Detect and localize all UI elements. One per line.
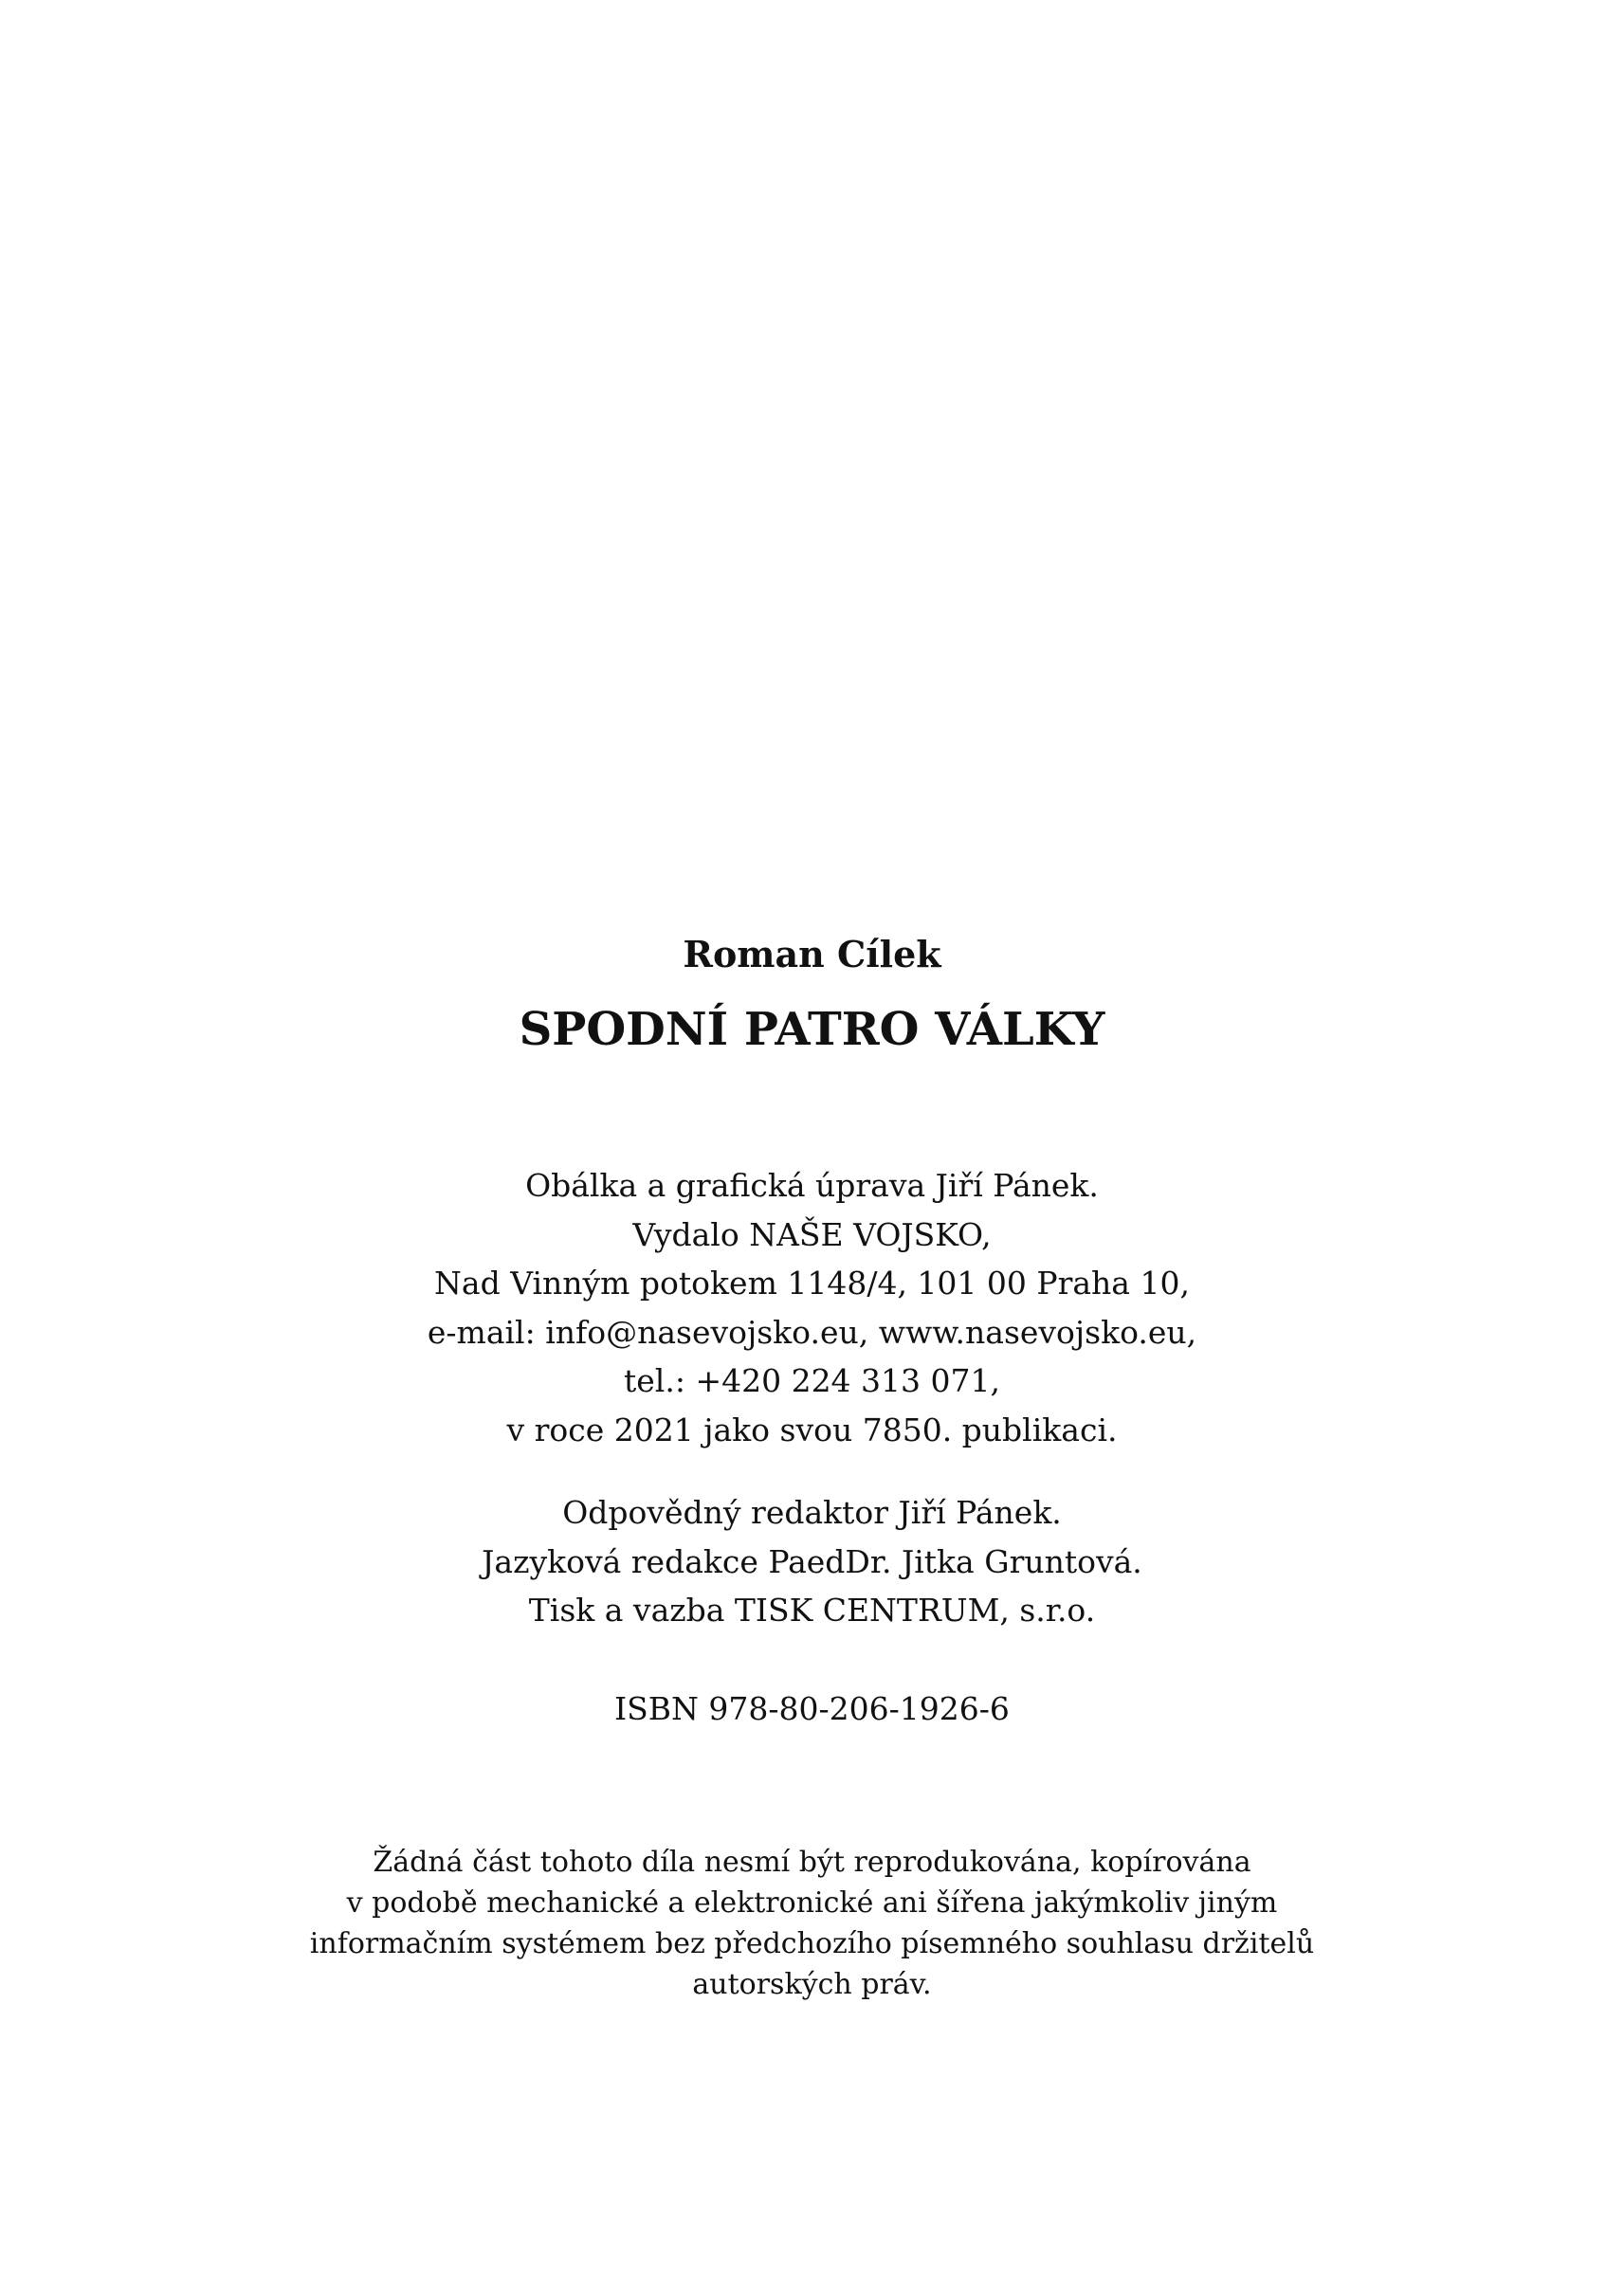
imprint-line: Nad Vinným potokem 1148/4, 101 00 Praha 10, — [434, 1265, 1190, 1302]
imprint-line: Obálka a grafická úprava Jiří Pánek. — [525, 1167, 1099, 1204]
editor-line: Jazyková redakce PaedDr. Jitka Gruntová. — [482, 1542, 1142, 1580]
copyright-notice — [0, 1842, 1624, 2005]
copyright-line: v podobě mechanické a elektronické ani šířena jakýmkoliv jiným — [346, 1886, 1278, 1920]
editor-line: Odpovědný redaktor Jiří Pánek. — [562, 1494, 1062, 1531]
copyright-line: Žádná část tohoto díla nesmí být reprodukována, kopírována — [373, 1846, 1251, 1879]
book-title: SPODNÍ PATRO VÁLKY — [519, 1003, 1105, 1056]
imprint-line: tel.: +420 224 313 071, — [624, 1362, 1000, 1399]
publisher-imprint — [0, 1161, 1624, 1454]
imprint-line: Vydalo NAŠE VOJSKO, — [632, 1215, 992, 1253]
imprint-line: e-mail: info@nasevojsko.eu, www.nasevojsko.eu, — [427, 1313, 1197, 1351]
imprint-line: v roce 2021 jako svou 7850. publikaci. — [506, 1411, 1118, 1448]
editor-line: Tisk a vazba TISK CENTRUM, s.r.o. — [528, 1592, 1096, 1629]
author-name: Roman Cílek — [683, 933, 941, 975]
editorial-credits — [0, 1488, 1624, 1635]
copyright-line: informačním systémem bez předchozího písemného souhlasu držitelů — [309, 1927, 1315, 1960]
copyright-line: autorských práv. — [692, 1968, 932, 2001]
isbn: ISBN 978-80-206-1926-6 — [614, 1690, 1010, 1727]
